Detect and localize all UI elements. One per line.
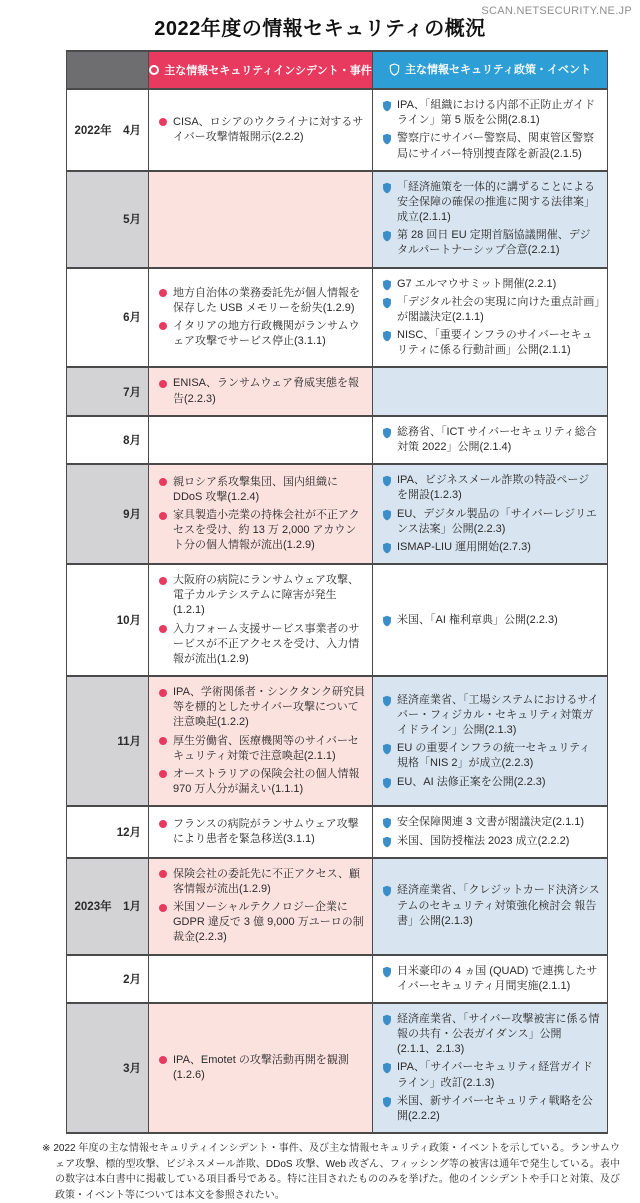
- incident-item-text: 大阪府の病院にランサムウェア攻撃、電子カルテシステムに障害が発生(1.2.1): [173, 574, 360, 617]
- incident-item-text: フランスの病院がランサムウェア攻撃により患者を緊急移送(3.1.1): [173, 817, 359, 845]
- policies-cell: [373, 171, 608, 268]
- policy-item: [382, 834, 600, 849]
- circle-icon: [159, 689, 167, 697]
- month-cell: 2022年 4月: [67, 89, 149, 171]
- policy-item: [382, 131, 600, 161]
- policy-item: [382, 815, 600, 830]
- month-cell: 9月: [67, 464, 149, 564]
- circle-icon: [159, 289, 167, 297]
- shield-icon: [382, 1014, 392, 1026]
- policy-item: [382, 693, 600, 739]
- table-row: [67, 955, 608, 1003]
- policy-item: [382, 1012, 600, 1058]
- month-cell: 8月: [67, 416, 149, 464]
- incident-item: [158, 286, 365, 316]
- incidents-cell: [149, 955, 373, 1003]
- incident-item-text: 家具製造小売業の持株会社が不正アクセスを受け、約 13 万 2,000 アカウント分の個人情報が流出(1.2.9): [173, 509, 360, 552]
- shield-icon: [382, 695, 392, 707]
- policy-item: [382, 1060, 600, 1090]
- incident-item: [158, 900, 365, 946]
- table-row: [67, 464, 608, 564]
- policy-item: [382, 295, 600, 325]
- incidents-cell: [149, 464, 373, 564]
- policy-item: [382, 741, 600, 771]
- incident-item: [158, 508, 365, 554]
- incident-item: [158, 622, 365, 668]
- policies-cell: [373, 367, 608, 415]
- circle-icon: [159, 870, 167, 878]
- circle-icon: [159, 118, 167, 126]
- policies-cell: [373, 806, 608, 857]
- shield-icon: [382, 330, 392, 342]
- incident-item: [158, 475, 365, 505]
- incident-item: [158, 1053, 365, 1083]
- table-row: [67, 676, 608, 806]
- policies-cell: [373, 955, 608, 1003]
- shield-icon: [382, 509, 392, 521]
- table-row: [67, 564, 608, 676]
- incident-item-text: IPA、Emotet の攻撃活動再開を観測(1.2.6): [173, 1053, 349, 1081]
- circle-icon: [159, 737, 167, 745]
- policy-item-text: 米国、新サイバーセキュリティ戦略を公開(2.2.2): [397, 1094, 593, 1122]
- shield-icon: [382, 427, 392, 439]
- shield-icon: [382, 743, 392, 755]
- page-title: 2022年度の情報セキュリティの概況: [154, 18, 486, 40]
- policy-item-text: IPA、「組織における内部不正防止ガイドライン」第 5 版を公開(2.8.1): [397, 99, 596, 127]
- shield-icon: [382, 542, 392, 554]
- policies-cell: [373, 564, 608, 676]
- month-cell: 11月: [67, 676, 149, 806]
- shield-icon: [382, 777, 392, 789]
- incidents-cell: [149, 416, 373, 464]
- policy-item-text: NISC、「重要インフラのサイバーセキュリティに係る行動計画」公開(2.1.1): [397, 329, 593, 357]
- incident-item-text: イタリアの地方行政機関がランサムウェア攻撃でサービス停止(3.1.1): [173, 319, 360, 348]
- circle-icon: [159, 1056, 167, 1064]
- shield-icon: [382, 230, 392, 242]
- month-cell: 10月: [67, 564, 149, 676]
- policies-cell: [373, 416, 608, 464]
- circle-icon: [159, 577, 167, 585]
- incident-item: [158, 767, 365, 797]
- circle-icon: [159, 625, 167, 633]
- incident-item: [158, 817, 365, 847]
- incident-item: [158, 734, 365, 764]
- incident-item: [158, 573, 365, 619]
- policies-header-label: 主な情報セキュリティ政策・イベント: [405, 64, 591, 77]
- policies-cell: [373, 858, 608, 955]
- incidents-cell: [149, 1003, 373, 1133]
- policy-item: [382, 1094, 600, 1124]
- incident-item-text: CISA、ロシアのウクライナに対するサイバー攻撃情報開示(2.2.2): [173, 115, 364, 143]
- policy-item-text: IPA、「サイバーセキュリティ経営ガイドライン」改訂(2.1.3): [397, 1061, 593, 1089]
- policies-column-header: [373, 51, 608, 89]
- policy-item: [382, 964, 600, 994]
- policy-item-text: IPA、ビジネスメール詐欺の特設ページを開設(1.2.3): [397, 474, 590, 502]
- policy-item: [382, 228, 600, 258]
- policy-item: [382, 473, 600, 503]
- incidents-cell: [149, 171, 373, 268]
- circle-icon: [159, 820, 167, 828]
- month-cell: 5月: [67, 171, 149, 268]
- policy-item-text: 安全保障関連 3 文書が閣議決定(2.1.1): [397, 816, 585, 829]
- incident-item-text: ENISA、ランサムウェア脅威実態を報告(2.2.3): [173, 377, 360, 405]
- policy-item: [382, 613, 600, 628]
- policy-item-text: 「デジタル社会の実現に向けた重点計画」が閣議決定(2.1.1): [397, 295, 600, 323]
- incident-item-text: 保険会社の委託先に不正アクセス、顧客情報が流出(1.2.9): [173, 867, 360, 895]
- incident-item: [158, 867, 365, 897]
- policy-item: [382, 328, 600, 358]
- incidents-cell: [149, 676, 373, 806]
- shield-icon: [382, 615, 392, 627]
- policy-item-text: 総務省、「ICT サイバーセキュリティ総合対策 2022」公開(2.1.4): [397, 425, 597, 453]
- month-cell: 7月: [67, 367, 149, 415]
- incident-item: [158, 685, 365, 731]
- shield-icon: [382, 475, 392, 487]
- circle-icon: [159, 512, 167, 520]
- shield-icon: [382, 100, 392, 112]
- incident-item-text: 厚生労働省、医療機関等のサイバーセキュリティ対策で注意喚起(2.1.1): [173, 734, 359, 762]
- policy-item-text: EU、デジタル製品の「サイバーレジリエンス法案」公開(2.2.3): [397, 507, 597, 535]
- corner-cell: [67, 51, 149, 89]
- table-row: [67, 416, 608, 464]
- table-row: [67, 89, 608, 171]
- table-row: [67, 171, 608, 268]
- policy-item-text: 経済産業省、「工場システムにおけるサイバー・フィジカル・セキュリティ対策ガイドライン」公開(2.1.3): [397, 693, 599, 737]
- month-cell: 2月: [67, 955, 149, 1003]
- policy-item-text: 「経済施策を一体的に講ずることによる安全保障の確保の推進に関する法律案」成立(2.1.1): [397, 180, 595, 224]
- policy-item: [382, 180, 600, 226]
- table-row: [67, 367, 608, 415]
- circle-icon: [159, 904, 167, 912]
- shield-icon: [382, 1062, 392, 1074]
- incident-item-text: 地方自治体の業務委託先が個人情報を保存した USB メモリーを紛失(1.2.9): [173, 286, 360, 314]
- incidents-cell: [149, 564, 373, 676]
- policy-item-text: G7 エルマウサミット開催(2.2.1): [397, 277, 557, 290]
- policy-item-text: 警察庁にサイバー警察局、関東管区警察局にサイバー特別捜査隊を新設(2.1.5): [397, 132, 595, 160]
- policy-item: [382, 883, 600, 929]
- incidents-column-header: [149, 51, 373, 89]
- policy-item-text: 第 28 回日 EU 定期首脳協議開催、デジタルパートナーシップ合意(2.2.1): [397, 229, 591, 257]
- policies-cell: [373, 89, 608, 171]
- security-overview-table: [66, 50, 608, 1134]
- month-cell: 3月: [67, 1003, 149, 1133]
- policy-item-text: ISMAP-LIU 運用開始(2.7.3): [397, 540, 531, 553]
- incidents-cell: [149, 367, 373, 415]
- circle-icon: [159, 770, 167, 778]
- incident-item-text: IPA、学術関係者・シンクタンク研究員等を標的としたサイバー攻撃について注意喚起(1.2.2): [173, 686, 365, 729]
- policy-item-text: EU の重要インフラの統一セキュリティ規格「NIS 2」が成立(2.2.3): [397, 742, 591, 770]
- shield-icon: [382, 817, 392, 829]
- circle-icon: [159, 380, 167, 388]
- policy-item: [382, 507, 600, 537]
- policy-item-text: EU、AI 法修正案を公開(2.2.3): [397, 775, 546, 788]
- shield-icon: [382, 836, 392, 848]
- incidents-cell: [149, 806, 373, 857]
- table-header: [67, 51, 608, 89]
- month-cell: 12月: [67, 806, 149, 857]
- circle-icon: [159, 322, 167, 330]
- shield-icon: [382, 885, 392, 897]
- incidents-cell: [149, 89, 373, 171]
- policy-item-text: 経済産業省、「クレジットカード決済システムのセキュリティ対策強化検討会 報告書」公開(2.1.3): [397, 884, 600, 927]
- policy-item-text: 米国、「AI 権利章典」公開(2.2.3): [397, 613, 558, 626]
- shield-icon: [382, 133, 392, 145]
- policies-cell: [373, 268, 608, 368]
- shield-icon: [382, 966, 392, 978]
- table-row: [67, 1003, 608, 1133]
- footnote: ※ 2022 年度の主な情報セキュリティインシデント・事件、及び主な情報セキュリティ政策・イベントを示している。ランサムウェア攻撃、標的型攻撃、ビジネスメール詐欺、DDoS 攻撃、Web 改ざん、フィッシング等の被害は通年で発生している。表中の数字は本白書中に掲載している項目番号である。特に注目されたもののみを挙げた。他のインシデントや手口と対策、及び政策・イベント等については本文を参照されたい。: [42, 1143, 620, 1201]
- policies-cell: [373, 676, 608, 806]
- incident-item: [158, 376, 365, 406]
- table-body: [67, 89, 608, 1133]
- shield-icon: [382, 297, 392, 309]
- policy-item-text: 米国、国防授権法 2023 成立(2.2.2): [397, 834, 570, 847]
- circle-icon: [159, 478, 167, 486]
- incident-item-text: オーストラリアの保険会社の個人情報 970 万人分が漏えい(1.1.1): [173, 767, 360, 796]
- policy-item: [382, 425, 600, 455]
- incidents-header-label: 主な情報セキュリティインシデント・事件: [164, 65, 372, 77]
- month-cell: 6月: [67, 268, 149, 368]
- policy-item-text: 経済産業省、「サイバー攻撃被害に係る情報の共有・公表ガイダンス」公開(2.1.1、2.1.3): [397, 1012, 600, 1056]
- circle-outline-icon: [149, 65, 159, 75]
- month-cell: 2023年 1月: [67, 858, 149, 955]
- table-row: [67, 858, 608, 955]
- policy-item-text: 日米豪印の 4 ヵ国 (QUAD) で連携したサイバーセキュリティ月間実施(2.1.1): [397, 964, 598, 992]
- shield-icon: [382, 279, 392, 291]
- shield-icon: [389, 63, 400, 76]
- incident-item-text: 米国ソーシャルテクノロジー企業に GDPR 違反で 3 億 9,000 万ユーロの制裁金(2.2.3): [173, 901, 364, 944]
- shield-icon: [382, 1096, 392, 1108]
- policies-cell: [373, 1003, 608, 1133]
- table-row: [67, 268, 608, 368]
- policy-item: [382, 98, 600, 128]
- table-row: [67, 806, 608, 857]
- incident-item: [158, 319, 365, 349]
- incident-item-text: 親ロシア系攻撃集団、国内組織に DDoS 攻撃(1.2.4): [173, 475, 338, 503]
- policies-cell: [373, 464, 608, 564]
- policy-item: [382, 775, 600, 790]
- shield-icon: [382, 182, 392, 194]
- policy-item: [382, 540, 600, 555]
- policy-item: [382, 277, 600, 292]
- watermark: SCAN.NETSECURITY.NE.JP: [481, 5, 632, 17]
- incidents-cell: [149, 268, 373, 368]
- incident-item: [158, 115, 365, 145]
- incidents-cell: [149, 858, 373, 955]
- incident-item-text: 入力フォーム支援サービス事業者のサービスが不正アクセスを受け、入力情報が流出(1.2.9): [173, 622, 360, 665]
